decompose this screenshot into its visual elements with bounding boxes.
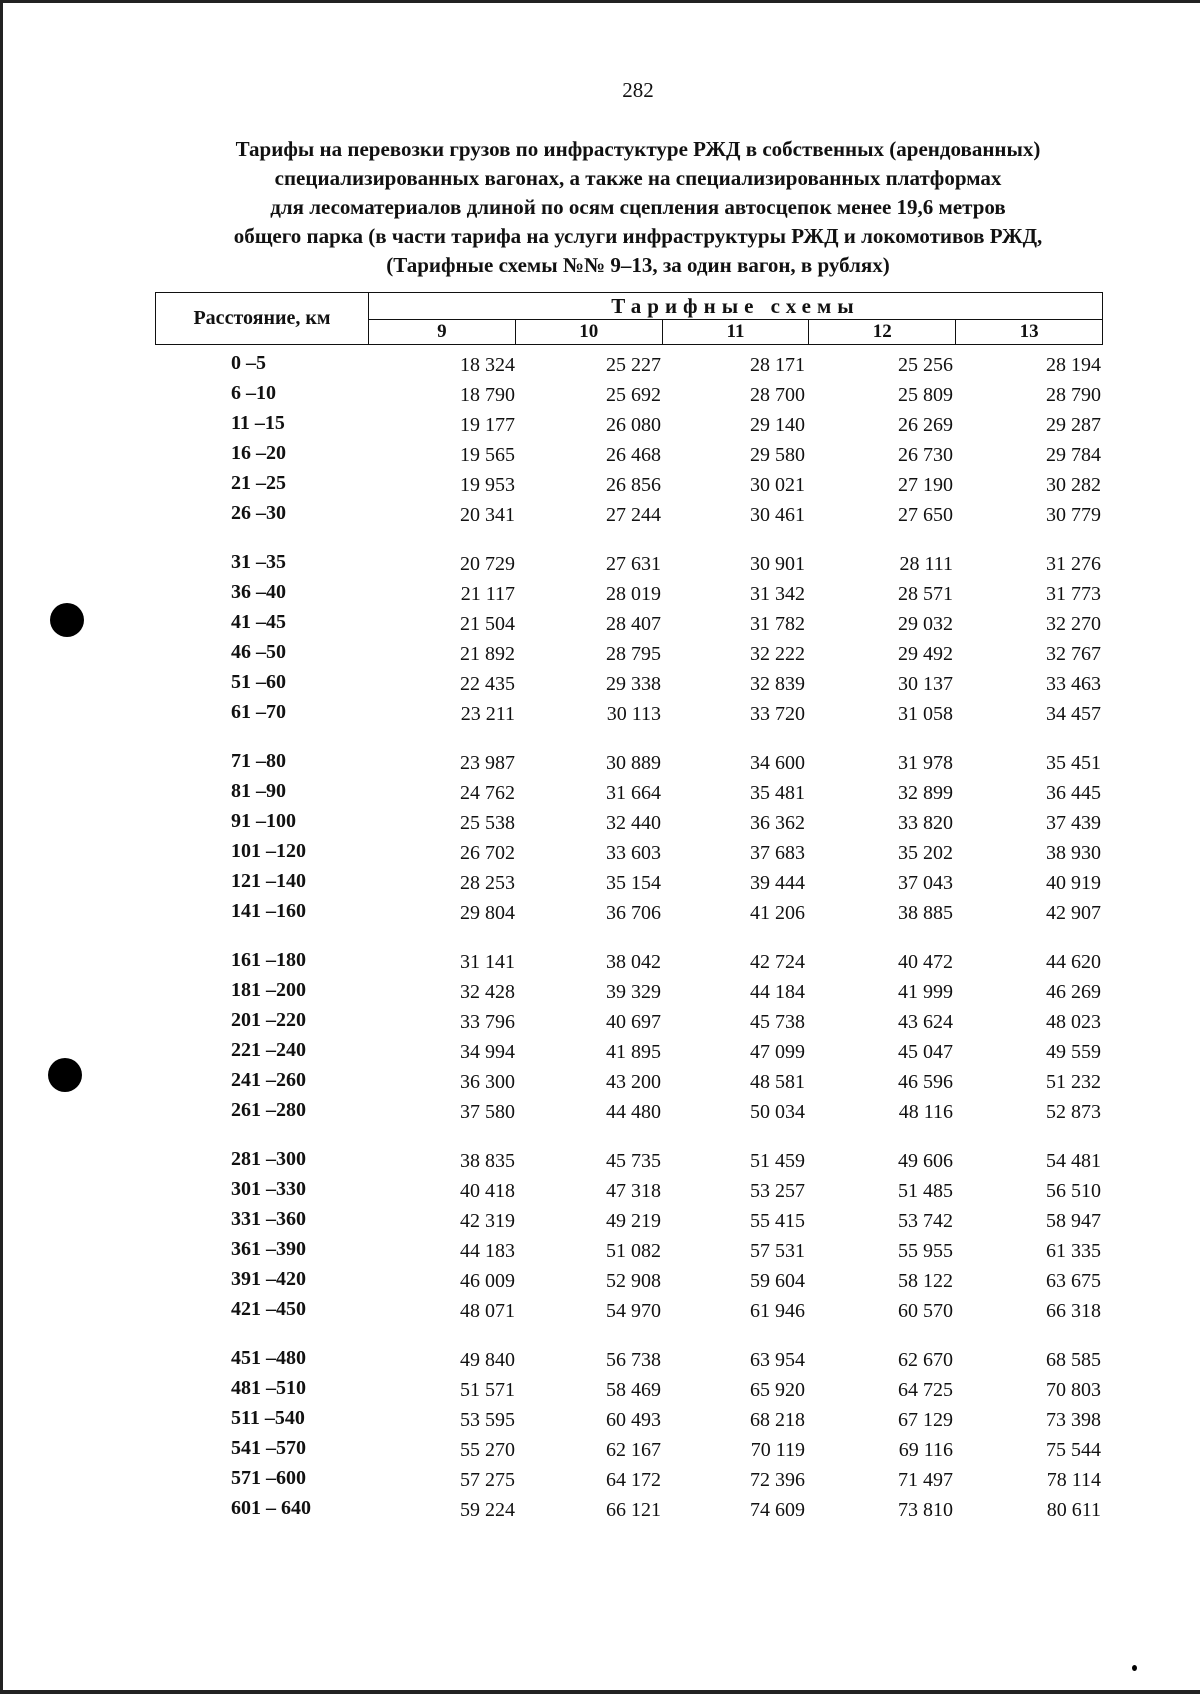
- row-group: [155, 750, 1103, 930]
- tariff-value-cell: 42 724: [750, 951, 805, 973]
- tariff-value-cell: 28 019: [606, 583, 661, 605]
- tariff-value-cell: 69 116: [898, 1439, 953, 1461]
- table-row: [155, 1268, 1103, 1298]
- tariff-value-cell: 51 082: [606, 1240, 661, 1262]
- scheme-columns-header: [369, 320, 1102, 344]
- distance-cell: 261 –280: [231, 1099, 306, 1121]
- table-row: [155, 1099, 1103, 1129]
- table-row: [155, 870, 1103, 900]
- tariff-value-cell: 31 978: [898, 752, 953, 774]
- table-row: [155, 581, 1103, 611]
- tariff-value-cell: 75 544: [1046, 1439, 1101, 1461]
- tariff-schemes-header: Тарифные схемы: [369, 293, 1102, 320]
- tariff-value-cell: 28 194: [1046, 354, 1101, 376]
- row-group: [155, 551, 1103, 731]
- distance-cell: 51 –60: [231, 671, 286, 693]
- tariff-value-cell: 27 190: [898, 474, 953, 496]
- tariff-value-cell: 49 559: [1046, 1041, 1101, 1063]
- tariff-value-cell: 29 140: [750, 414, 805, 436]
- tariff-value-cell: 48 116: [898, 1101, 953, 1123]
- tariff-value-cell: 68 585: [1046, 1349, 1101, 1371]
- tariff-value-cell: 30 461: [750, 504, 805, 526]
- tariff-value-cell: 60 493: [606, 1409, 661, 1431]
- tariff-value-cell: 36 445: [1046, 782, 1101, 804]
- tariff-value-cell: 47 318: [606, 1180, 661, 1202]
- title-line: специализированных вагонах, а также на специализированных платформах: [274, 166, 1002, 190]
- tariff-value-cell: 51 571: [460, 1379, 515, 1401]
- punch-hole: [50, 603, 84, 637]
- table-row: [155, 1298, 1103, 1328]
- tariff-value-cell: 49 219: [606, 1210, 661, 1232]
- tariff-value-cell: 40 418: [460, 1180, 515, 1202]
- row-group: [155, 352, 1103, 532]
- tariff-value-cell: 32 899: [898, 782, 953, 804]
- distance-cell: 331 –360: [231, 1208, 306, 1230]
- tariff-value-cell: 40 697: [606, 1011, 661, 1033]
- page-number: 282: [622, 78, 654, 102]
- tariff-value-cell: 27 650: [898, 504, 953, 526]
- tariff-value-cell: 78 114: [1046, 1469, 1101, 1491]
- distance-cell: 161 –180: [231, 949, 306, 971]
- tariff-value-cell: 32 222: [750, 643, 805, 665]
- tariff-value-cell: 55 415: [750, 1210, 805, 1232]
- distance-cell: 6 –10: [231, 382, 276, 404]
- tariff-value-cell: 32 270: [1046, 613, 1101, 635]
- distance-cell: 26 –30: [231, 502, 286, 524]
- tariff-value-cell: 29 804: [460, 902, 515, 924]
- tariff-value-cell: 26 080: [606, 414, 661, 436]
- tariff-value-cell: 43 200: [606, 1071, 661, 1093]
- tariff-value-cell: 51 459: [750, 1150, 805, 1172]
- tariff-value-cell: 28 795: [606, 643, 661, 665]
- table-row: [155, 1437, 1103, 1467]
- punch-hole: [48, 1058, 82, 1092]
- distance-cell: 61 –70: [231, 701, 286, 723]
- tariff-value-cell: 28 700: [750, 384, 805, 406]
- tariff-value-cell: 37 580: [460, 1101, 515, 1123]
- tariff-value-cell: 18 790: [460, 384, 515, 406]
- row-group: [155, 1347, 1103, 1527]
- tariff-value-cell: 62 167: [606, 1439, 661, 1461]
- row-group: [155, 949, 1103, 1129]
- distance-cell: 201 –220: [231, 1009, 306, 1031]
- tariff-value-cell: 39 329: [606, 981, 661, 1003]
- tariff-value-cell: 35 154: [606, 872, 661, 894]
- tariff-value-cell: 71 497: [898, 1469, 953, 1491]
- tariff-value-cell: 66 121: [606, 1499, 661, 1521]
- table-row: [155, 472, 1103, 502]
- table-row: [155, 1178, 1103, 1208]
- tariff-value-cell: 42 907: [1046, 902, 1101, 924]
- tariff-value-cell: 29 492: [898, 643, 953, 665]
- distance-cell: 541 –570: [231, 1437, 306, 1459]
- table-row: [155, 900, 1103, 930]
- tariff-value-cell: 46 269: [1046, 981, 1101, 1003]
- tariff-value-cell: 29 338: [606, 673, 661, 695]
- tariff-table-header: [155, 292, 1103, 345]
- distance-cell: 241 –260: [231, 1069, 306, 1091]
- tariff-value-cell: 65 920: [750, 1379, 805, 1401]
- tariff-value-cell: 26 730: [898, 444, 953, 466]
- table-row: [155, 502, 1103, 532]
- tariff-value-cell: 60 570: [898, 1300, 953, 1322]
- distance-cell: 141 –160: [231, 900, 306, 922]
- tariff-value-cell: 49 606: [898, 1150, 953, 1172]
- tariff-value-cell: 29 784: [1046, 444, 1101, 466]
- table-row: [155, 810, 1103, 840]
- distance-cell: 221 –240: [231, 1039, 306, 1061]
- tariff-value-cell: 31 141: [460, 951, 515, 973]
- tariff-value-cell: 26 468: [606, 444, 661, 466]
- tariff-value-cell: 33 720: [750, 703, 805, 725]
- table-row: [155, 1238, 1103, 1268]
- tariff-value-cell: 30 137: [898, 673, 953, 695]
- tariff-value-cell: 19 177: [460, 414, 515, 436]
- distance-cell: 301 –330: [231, 1178, 306, 1200]
- tariff-value-cell: 56 738: [606, 1349, 661, 1371]
- tariff-value-cell: 66 318: [1046, 1300, 1101, 1322]
- scan-border-left: [0, 0, 3, 1694]
- table-row: [155, 949, 1103, 979]
- tariff-value-cell: 48 071: [460, 1300, 515, 1322]
- table-row: [155, 701, 1103, 731]
- tariff-value-cell: 64 172: [606, 1469, 661, 1491]
- tariff-value-cell: 55 270: [460, 1439, 515, 1461]
- tariff-value-cell: 28 571: [898, 583, 953, 605]
- table-row: [155, 1148, 1103, 1178]
- tariff-value-cell: 20 729: [460, 553, 515, 575]
- tariff-value-cell: 30 021: [750, 474, 805, 496]
- distance-cell: 281 –300: [231, 1148, 306, 1170]
- tariff-value-cell: 36 706: [606, 902, 661, 924]
- tariff-value-cell: 61 335: [1046, 1240, 1101, 1262]
- tariff-value-cell: 23 211: [460, 703, 515, 725]
- distance-cell: 571 –600: [231, 1467, 306, 1489]
- table-row: [155, 1069, 1103, 1099]
- table-row: [155, 382, 1103, 412]
- tariff-value-cell: 20 341: [460, 504, 515, 526]
- scan-border-top: [0, 0, 1200, 3]
- distance-cell: 36 –40: [231, 581, 286, 603]
- distance-cell: 81 –90: [231, 780, 286, 802]
- tariff-value-cell: 29 287: [1046, 414, 1101, 436]
- tariff-value-cell: 46 009: [460, 1270, 515, 1292]
- tariff-value-cell: 26 702: [460, 842, 515, 864]
- tariff-value-cell: 23 987: [460, 752, 515, 774]
- tariff-value-cell: 28 111: [899, 553, 953, 575]
- tariff-value-cell: 52 873: [1046, 1101, 1101, 1123]
- tariff-value-cell: 34 994: [460, 1041, 515, 1063]
- table-row: [155, 1407, 1103, 1437]
- scheme-column-header: 12: [809, 320, 956, 344]
- tariff-value-cell: 34 600: [750, 752, 805, 774]
- tariff-value-cell: 36 300: [460, 1071, 515, 1093]
- tariff-value-cell: 19 953: [460, 474, 515, 496]
- distance-cell: 46 –50: [231, 641, 286, 663]
- tariff-value-cell: 28 790: [1046, 384, 1101, 406]
- tariff-value-cell: 38 042: [606, 951, 661, 973]
- tariff-value-cell: 31 782: [750, 613, 805, 635]
- table-row: [155, 1009, 1103, 1039]
- tariff-value-cell: 59 604: [750, 1270, 805, 1292]
- table-row: [155, 641, 1103, 671]
- table-row: [155, 611, 1103, 641]
- tariff-value-cell: 28 171: [750, 354, 805, 376]
- tariff-value-cell: 37 043: [898, 872, 953, 894]
- tariff-value-cell: 33 796: [460, 1011, 515, 1033]
- tariff-value-cell: 58 122: [898, 1270, 953, 1292]
- distance-cell: 481 –510: [231, 1377, 306, 1399]
- tariff-value-cell: 39 444: [750, 872, 805, 894]
- tariff-value-cell: 37 683: [750, 842, 805, 864]
- distance-cell: 31 –35: [231, 551, 286, 573]
- tariff-value-cell: 19 565: [460, 444, 515, 466]
- tariff-value-cell: 28 407: [606, 613, 661, 635]
- tariff-value-cell: 29 032: [898, 613, 953, 635]
- tariff-value-cell: 25 809: [898, 384, 953, 406]
- table-row: [155, 979, 1103, 1009]
- tariff-value-cell: 32 440: [606, 812, 661, 834]
- tariff-value-cell: 50 034: [750, 1101, 805, 1123]
- tariff-value-cell: 40 472: [898, 951, 953, 973]
- tariff-value-cell: 49 840: [460, 1349, 515, 1371]
- tariff-value-cell: 48 581: [750, 1071, 805, 1093]
- table-row: [155, 352, 1103, 382]
- tariff-value-cell: 27 631: [606, 553, 661, 575]
- tariff-value-cell: 21 504: [460, 613, 515, 635]
- distance-cell: 181 –200: [231, 979, 306, 1001]
- tariff-value-cell: 63 675: [1046, 1270, 1101, 1292]
- tariff-value-cell: 54 481: [1046, 1150, 1101, 1172]
- tariff-value-cell: 70 119: [750, 1439, 805, 1461]
- tariff-value-cell: 62 670: [898, 1349, 953, 1371]
- tariff-value-cell: 58 947: [1046, 1210, 1101, 1232]
- tariff-value-cell: 25 227: [606, 354, 661, 376]
- tariff-value-cell: 41 999: [898, 981, 953, 1003]
- tariff-value-cell: 41 895: [606, 1041, 661, 1063]
- table-row: [155, 551, 1103, 581]
- row-group: [155, 1148, 1103, 1328]
- tariff-value-cell: 43 624: [898, 1011, 953, 1033]
- tariff-value-cell: 26 269: [898, 414, 953, 436]
- distance-cell: 41 –45: [231, 611, 286, 633]
- tariff-value-cell: 38 835: [460, 1150, 515, 1172]
- scheme-column-header: 13: [1019, 321, 1039, 342]
- tariff-value-cell: 26 856: [606, 474, 661, 496]
- tariff-value-cell: 45 738: [750, 1011, 805, 1033]
- tariff-value-cell: 31 342: [750, 583, 805, 605]
- tariff-value-cell: 51 485: [898, 1180, 953, 1202]
- tariff-value-cell: 44 480: [606, 1101, 661, 1123]
- tariff-value-cell: 57 275: [460, 1469, 515, 1491]
- tariff-value-cell: 44 620: [1046, 951, 1101, 973]
- tariff-value-cell: 27 244: [606, 504, 661, 526]
- tariff-value-cell: 45 735: [606, 1150, 661, 1172]
- tariff-value-cell: 30 901: [750, 553, 805, 575]
- tariff-value-cell: 25 256: [898, 354, 953, 376]
- tariff-value-cell: 38 885: [898, 902, 953, 924]
- tariff-value-cell: 67 129: [898, 1409, 953, 1431]
- tariff-value-cell: 21 892: [460, 643, 515, 665]
- tariff-table-body: [155, 352, 1103, 1546]
- tariff-value-cell: 74 609: [750, 1499, 805, 1521]
- tariff-value-cell: 73 398: [1046, 1409, 1101, 1431]
- tariff-value-cell: 21 117: [460, 583, 515, 605]
- tariff-value-cell: 31 276: [1046, 553, 1101, 575]
- table-row: [155, 442, 1103, 472]
- table-row: [155, 750, 1103, 780]
- distance-cell: 601 – 640: [231, 1497, 311, 1519]
- tariff-value-cell: 31 058: [898, 703, 953, 725]
- title-line: Тарифы на перевозки грузов по инфрастуктуре РЖД в собственных (арендованных): [235, 137, 1041, 161]
- tariff-value-cell: 53 742: [898, 1210, 953, 1232]
- distance-cell: 0 –5: [231, 352, 266, 374]
- tariff-value-cell: 55 955: [898, 1240, 953, 1262]
- tariff-value-cell: 38 930: [1046, 842, 1101, 864]
- table-row: [155, 1208, 1103, 1238]
- tariff-value-cell: 68 218: [750, 1409, 805, 1431]
- table-row: [155, 1497, 1103, 1527]
- distance-cell: 391 –420: [231, 1268, 306, 1290]
- tariff-value-cell: 72 396: [750, 1469, 805, 1491]
- tariff-value-cell: 30 113: [606, 703, 661, 725]
- tariff-value-cell: 35 451: [1046, 752, 1101, 774]
- tariff-value-cell: 54 970: [606, 1300, 661, 1322]
- tariff-value-cell: 73 810: [898, 1499, 953, 1521]
- tariff-value-cell: 53 595: [460, 1409, 515, 1431]
- title-line: для лесоматериалов длиной по осям сцепления автосцепок менее 19,6 метров: [270, 195, 1006, 219]
- tariff-value-cell: 31 664: [606, 782, 661, 804]
- tariff-value-cell: 33 463: [1046, 673, 1101, 695]
- tariff-value-cell: 28 253: [460, 872, 515, 894]
- tariff-value-cell: 57 531: [750, 1240, 805, 1262]
- table-row: [155, 412, 1103, 442]
- distance-cell: 511 –540: [231, 1407, 305, 1429]
- tariff-value-cell: 44 184: [750, 981, 805, 1003]
- distance-cell: 101 –120: [231, 840, 306, 862]
- tariff-value-cell: 45 047: [898, 1041, 953, 1063]
- tariff-value-cell: 41 206: [750, 902, 805, 924]
- scheme-column-header: 9: [369, 320, 516, 344]
- tariff-value-cell: 61 946: [750, 1300, 805, 1322]
- tariff-value-cell: 51 232: [1046, 1071, 1101, 1093]
- title-line: (Тарифные схемы №№ 9–13, за один вагон, в рублях): [386, 253, 890, 277]
- tariff-value-cell: 25 692: [606, 384, 661, 406]
- scan-border-bottom: [0, 1690, 1200, 1694]
- scheme-column-header: 10: [516, 320, 663, 344]
- tariff-value-cell: 48 023: [1046, 1011, 1101, 1033]
- tariff-value-cell: 30 282: [1046, 474, 1101, 496]
- tariff-value-cell: 34 457: [1046, 703, 1101, 725]
- table-row: [155, 1347, 1103, 1377]
- distance-cell: 21 –25: [231, 472, 286, 494]
- tariff-value-cell: 37 439: [1046, 812, 1101, 834]
- table-row: [155, 1467, 1103, 1497]
- tariff-value-cell: 64 725: [898, 1379, 953, 1401]
- document-title: [150, 135, 1126, 280]
- tariff-value-cell: 59 224: [460, 1499, 515, 1521]
- tariff-value-cell: 58 469: [606, 1379, 661, 1401]
- distance-cell: 91 –100: [231, 810, 296, 832]
- distance-cell: 361 –390: [231, 1238, 306, 1260]
- tariff-value-cell: 80 611: [1046, 1499, 1101, 1521]
- tariff-value-cell: 56 510: [1046, 1180, 1101, 1202]
- tariff-value-cell: 36 362: [750, 812, 805, 834]
- scheme-column-header: 11: [663, 320, 810, 344]
- distance-column-header: Расстояние, км: [156, 293, 369, 344]
- tariff-value-cell: 70 803: [1046, 1379, 1101, 1401]
- tariff-value-cell: 24 762: [460, 782, 515, 804]
- tariff-value-cell: 47 099: [750, 1041, 805, 1063]
- tariff-value-cell: 22 435: [460, 673, 515, 695]
- scan-speck: [1132, 1665, 1137, 1671]
- tariff-value-cell: 31 773: [1046, 583, 1101, 605]
- tariff-value-cell: 32 428: [460, 981, 515, 1003]
- tariff-value-cell: 40 919: [1046, 872, 1101, 894]
- distance-cell: 71 –80: [231, 750, 286, 772]
- distance-cell: 421 –450: [231, 1298, 306, 1320]
- tariff-value-cell: 46 596: [898, 1071, 953, 1093]
- table-row: [155, 1039, 1103, 1069]
- tariff-value-cell: 30 889: [606, 752, 661, 774]
- tariff-value-cell: 53 257: [750, 1180, 805, 1202]
- distance-cell: 121 –140: [231, 870, 306, 892]
- tariff-value-cell: 32 839: [750, 673, 805, 695]
- distance-cell: 451 –480: [231, 1347, 306, 1369]
- distance-cell: 16 –20: [231, 442, 286, 464]
- tariff-value-cell: 32 767: [1046, 643, 1101, 665]
- tariff-value-cell: 33 820: [898, 812, 953, 834]
- tariff-value-cell: 35 202: [898, 842, 953, 864]
- title-line: общего парка (в части тарифа на услуги инфраструктуры РЖД и локомотивов РЖД,: [233, 224, 1043, 248]
- distance-cell: 11 –15: [231, 412, 285, 434]
- tariff-value-cell: 25 538: [460, 812, 515, 834]
- tariff-value-cell: 35 481: [750, 782, 805, 804]
- tariff-value-cell: 33 603: [606, 842, 661, 864]
- tariff-value-cell: 44 183: [460, 1240, 515, 1262]
- table-row: [155, 671, 1103, 701]
- table-row: [155, 780, 1103, 810]
- tariff-value-cell: 52 908: [606, 1270, 661, 1292]
- table-row: [155, 840, 1103, 870]
- table-row: [155, 1377, 1103, 1407]
- tariff-value-cell: 29 580: [750, 444, 805, 466]
- tariff-value-cell: 63 954: [750, 1349, 805, 1371]
- tariff-value-cell: 30 779: [1046, 504, 1101, 526]
- tariff-value-cell: 18 324: [460, 354, 515, 376]
- tariff-value-cell: 42 319: [460, 1210, 515, 1232]
